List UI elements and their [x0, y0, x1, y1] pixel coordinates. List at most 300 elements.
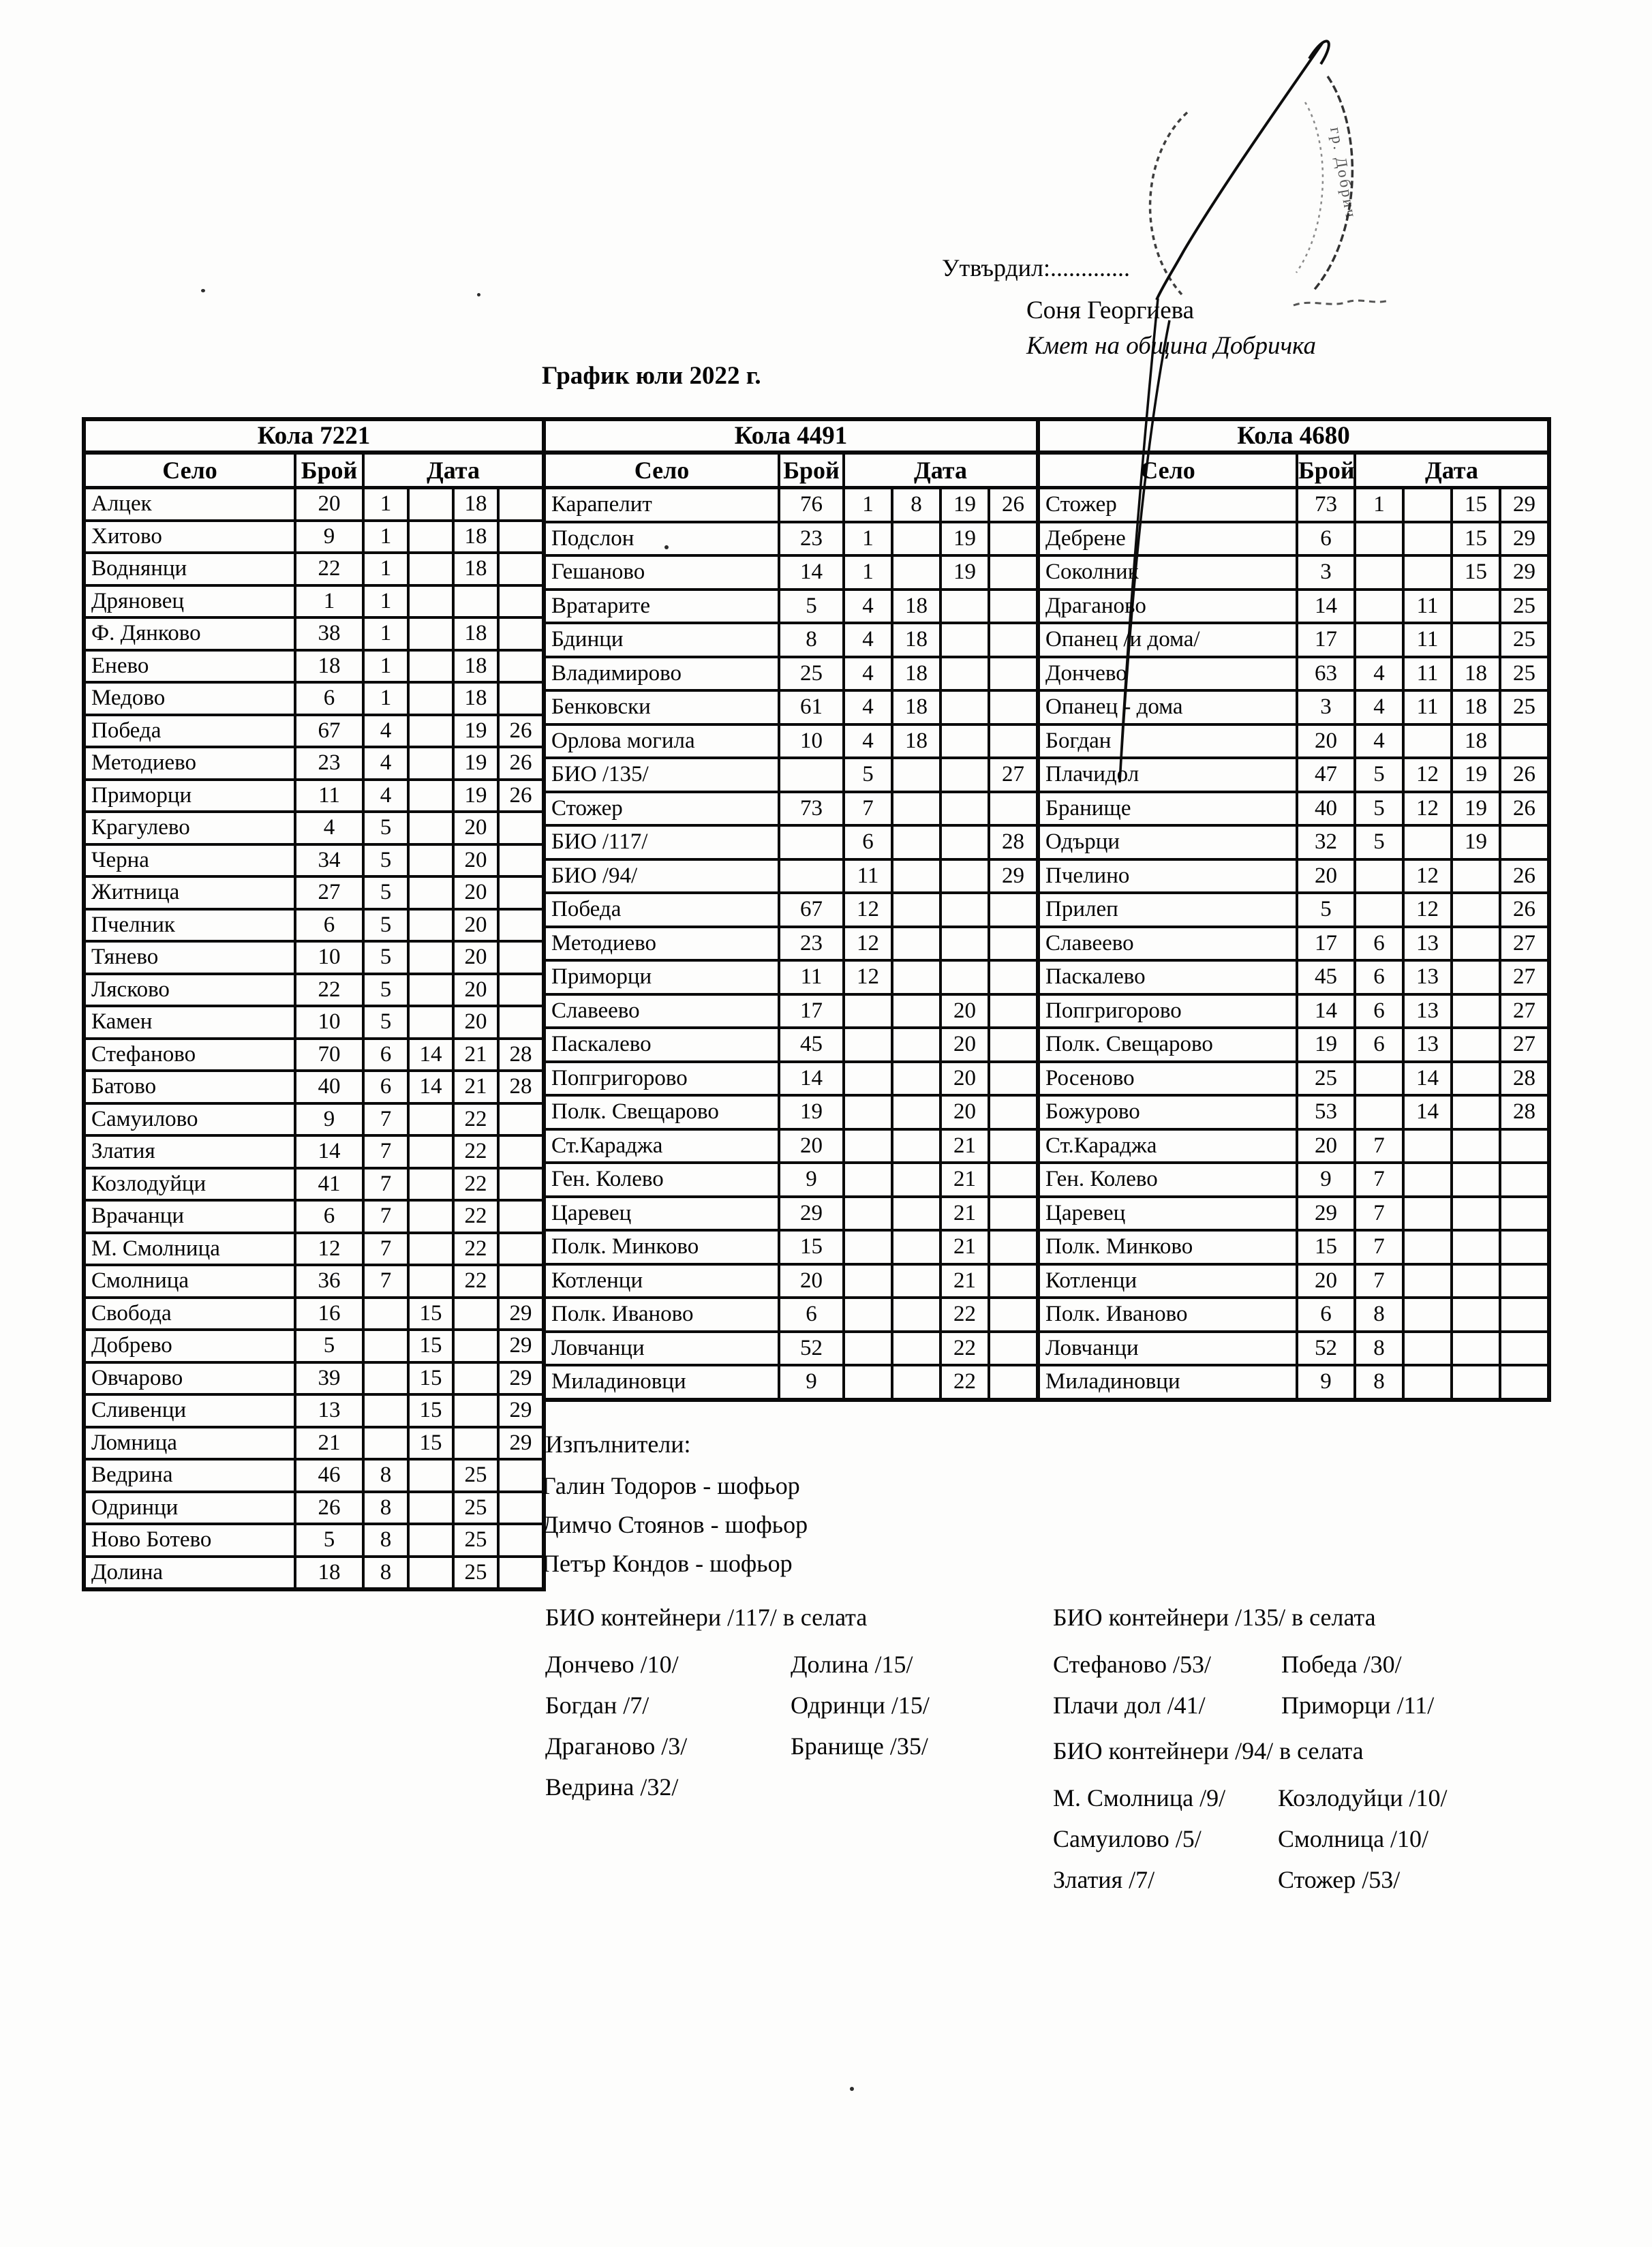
date-cell [940, 758, 989, 792]
count-cell: 36 [295, 1265, 363, 1298]
date-cell [408, 488, 453, 521]
date-cell [1403, 555, 1452, 590]
count-cell: 6 [779, 1298, 844, 1332]
approver-position: Кмет на община Добричка [1026, 332, 1317, 360]
date-cell [408, 682, 453, 715]
date-cell [892, 522, 940, 556]
list-item: Ведрина /32/ [545, 1773, 679, 1801]
table-row [84, 1039, 544, 1071]
date-cell: 7 [363, 1168, 408, 1201]
date-cell [498, 1233, 544, 1266]
date-cell: 25 [1500, 590, 1549, 624]
village-cell: Бранище [1038, 792, 1297, 826]
table-row [1038, 522, 1549, 556]
date-cell [498, 812, 544, 844]
table-row [1038, 488, 1549, 522]
date-cell [989, 522, 1038, 556]
date-cell: 19 [453, 715, 498, 748]
date-cell [892, 1332, 940, 1366]
table-row [544, 555, 1038, 590]
table-row [84, 488, 544, 521]
date-cell: 4 [363, 780, 408, 812]
table-row [1038, 590, 1549, 624]
date-cell [940, 927, 989, 961]
date-cell [989, 724, 1038, 759]
village-cell: Тянево [84, 941, 295, 974]
table-row [1038, 1332, 1549, 1366]
bio-94-title: БИО контейнери /94/ в селата [1053, 1737, 1364, 1764]
date-cell: 12 [1403, 758, 1452, 792]
date-cell: 15 [408, 1330, 453, 1362]
date-cell: 18 [453, 650, 498, 683]
date-cell [1403, 1197, 1452, 1231]
date-cell: 25 [1500, 623, 1549, 657]
date-cell [1452, 927, 1500, 961]
village-cell: Крагулево [84, 812, 295, 844]
village-cell: Лясково [84, 974, 295, 1007]
count-cell [779, 758, 844, 792]
date-cell [408, 1233, 453, 1266]
date-cell: 21 [940, 1264, 989, 1298]
schedule-table-kola-4491 [542, 417, 1040, 1402]
list-item: Димчо Стоянов - шофьор [542, 1511, 808, 1538]
date-cell [1355, 522, 1403, 556]
table-row [84, 553, 544, 585]
date-cell: 5 [1355, 758, 1403, 792]
list-item: Приморци /11/ [1281, 1692, 1435, 1719]
list-item: Плачи дол /41/ [1053, 1692, 1206, 1719]
date-cell: 20 [940, 1062, 989, 1096]
count-cell: 6 [295, 1200, 363, 1233]
date-cell: 19 [1452, 758, 1500, 792]
table-row [544, 1129, 1038, 1163]
village-cell: Врачанци [84, 1200, 295, 1233]
village-cell: Паскалево [544, 1028, 779, 1062]
date-cell [1403, 1264, 1452, 1298]
date-cell [1452, 1062, 1500, 1096]
count-cell: 26 [295, 1492, 363, 1525]
count-cell: 17 [1297, 927, 1355, 961]
date-cell [1500, 1298, 1549, 1332]
date-cell: 21 [940, 1129, 989, 1163]
col-header-village: Село [544, 453, 779, 488]
village-cell: Полк. Иваново [1038, 1298, 1297, 1332]
table-row [84, 941, 544, 974]
date-cell [1500, 1230, 1549, 1264]
table-body [1038, 488, 1549, 1400]
date-cell: 26 [1500, 792, 1549, 826]
count-cell: 6 [1297, 522, 1355, 556]
table-row [84, 1103, 544, 1136]
village-cell: Пчелино [1038, 859, 1297, 893]
table-row [544, 724, 1038, 759]
table-row [544, 792, 1038, 826]
date-cell [408, 1103, 453, 1136]
date-cell: 28 [498, 1071, 544, 1103]
date-cell [892, 1365, 940, 1400]
scan-speck [664, 545, 669, 549]
date-cell: 1 [363, 650, 408, 683]
date-cell [498, 1265, 544, 1298]
count-cell: 9 [295, 1103, 363, 1136]
date-cell [453, 1330, 498, 1362]
date-cell: 11 [1403, 690, 1452, 724]
table-row [84, 1492, 544, 1525]
date-cell [408, 909, 453, 942]
date-cell [940, 792, 989, 826]
col-header-count: Брой [779, 453, 844, 488]
col-header-count: Брой [1297, 453, 1355, 488]
village-cell: Камен [84, 1006, 295, 1039]
date-cell: 20 [453, 1006, 498, 1039]
list-item: Драганово /3/ [545, 1732, 688, 1760]
schedule-table-kola-4680 [1036, 417, 1551, 1402]
count-cell: 10 [295, 1006, 363, 1039]
date-cell [498, 941, 544, 974]
date-cell [989, 792, 1038, 826]
village-cell: Стожер [544, 792, 779, 826]
date-cell: 18 [892, 590, 940, 624]
village-cell: Житница [84, 876, 295, 909]
table-row [1038, 657, 1549, 691]
date-cell [498, 974, 544, 1007]
village-cell: Стефаново [84, 1039, 295, 1071]
count-cell: 27 [295, 876, 363, 909]
count-cell: 14 [295, 1135, 363, 1168]
date-cell [453, 585, 498, 618]
list-item: Смолница /10/ [1278, 1825, 1429, 1852]
village-cell: Хитово [84, 521, 295, 553]
executors-heading: Изпълнители: [545, 1431, 691, 1458]
scan-speck [477, 293, 480, 296]
count-cell: 5 [295, 1524, 363, 1557]
count-cell: 45 [779, 1028, 844, 1062]
village-cell: М. Смолница [84, 1233, 295, 1266]
date-cell: 8 [1355, 1332, 1403, 1366]
date-cell [892, 1264, 940, 1298]
date-cell [1355, 893, 1403, 927]
list-item: Богдан /7/ [545, 1692, 649, 1719]
village-cell: Одърци [1038, 825, 1297, 859]
date-cell: 12 [844, 927, 892, 961]
count-cell: 34 [295, 844, 363, 877]
date-cell [1403, 488, 1452, 522]
count-cell: 10 [295, 941, 363, 974]
date-cell: 4 [1355, 657, 1403, 691]
table-row [1038, 960, 1549, 994]
date-cell [989, 960, 1038, 994]
count-cell: 40 [1297, 792, 1355, 826]
table-row [84, 650, 544, 683]
count-cell: 14 [1297, 590, 1355, 624]
table-row [544, 1197, 1038, 1231]
date-cell: 5 [363, 974, 408, 1007]
village-cell: Полк. Минково [544, 1230, 779, 1264]
village-cell: Добрево [84, 1330, 295, 1362]
count-cell: 1 [295, 585, 363, 618]
table-row [1038, 690, 1549, 724]
date-cell: 18 [1452, 690, 1500, 724]
date-cell: 18 [892, 724, 940, 759]
count-cell: 20 [779, 1129, 844, 1163]
date-cell: 1 [363, 682, 408, 715]
date-cell [1403, 1129, 1452, 1163]
village-cell: Златия [84, 1135, 295, 1168]
date-cell [989, 623, 1038, 657]
count-cell: 9 [779, 1163, 844, 1197]
date-cell [989, 657, 1038, 691]
count-cell: 46 [295, 1459, 363, 1492]
village-cell: Славеево [1038, 927, 1297, 961]
count-cell: 23 [779, 927, 844, 961]
table-row [544, 1332, 1038, 1366]
village-cell: Победа [84, 715, 295, 748]
count-cell: 8 [779, 623, 844, 657]
count-cell: 47 [1297, 758, 1355, 792]
date-cell: 4 [844, 590, 892, 624]
table-row [544, 758, 1038, 792]
date-cell [1355, 623, 1403, 657]
village-cell: Росеново [1038, 1062, 1297, 1096]
date-cell [892, 960, 940, 994]
date-cell: 15 [1452, 488, 1500, 522]
date-cell: 29 [498, 1427, 544, 1460]
date-cell: 28 [1500, 1062, 1549, 1096]
date-cell: 19 [453, 780, 498, 812]
table-row [544, 1095, 1038, 1129]
count-cell: 20 [295, 488, 363, 521]
village-cell: Бенковски [544, 690, 779, 724]
date-cell [844, 1163, 892, 1197]
village-cell: Соколник [1038, 555, 1297, 590]
date-cell: 21 [940, 1230, 989, 1264]
bio-135-block [1053, 1603, 1544, 1726]
date-cell [1452, 1332, 1500, 1366]
col-header-date: Дата [363, 453, 544, 488]
date-cell [1403, 522, 1452, 556]
date-cell [498, 1135, 544, 1168]
village-cell: Одринци [84, 1492, 295, 1525]
village-cell: Славеево [544, 994, 779, 1028]
table-row [1038, 1365, 1549, 1400]
village-cell: Черна [84, 844, 295, 877]
date-cell: 15 [408, 1298, 453, 1330]
village-cell: Ген. Колево [544, 1163, 779, 1197]
approver-name: Соня Георгиева [1026, 296, 1195, 324]
village-cell: Прилеп [1038, 893, 1297, 927]
date-cell: 4 [844, 657, 892, 691]
table-row [544, 590, 1038, 624]
date-cell: 1 [363, 585, 408, 618]
date-cell: 7 [363, 1233, 408, 1266]
bio-117-block [545, 1603, 1036, 1807]
date-cell [989, 590, 1038, 624]
count-cell: 67 [779, 893, 844, 927]
village-cell: Миладиновци [1038, 1365, 1297, 1400]
table-row [84, 812, 544, 844]
table-row [1038, 927, 1549, 961]
table-row [84, 876, 544, 909]
count-cell: 25 [779, 657, 844, 691]
date-cell [1500, 825, 1549, 859]
date-cell [408, 941, 453, 974]
date-cell [989, 1365, 1038, 1400]
village-cell: Дебрене [1038, 522, 1297, 556]
date-cell: 29 [1500, 555, 1549, 590]
date-cell: 5 [1355, 825, 1403, 859]
count-cell: 41 [295, 1168, 363, 1201]
date-cell [844, 1062, 892, 1096]
village-cell: Попгригорово [544, 1062, 779, 1096]
village-cell: Полк. Свещарово [1038, 1028, 1297, 1062]
col-header-date: Дата [1355, 453, 1549, 488]
date-cell [844, 1028, 892, 1062]
table-row [84, 715, 544, 748]
date-cell: 20 [453, 844, 498, 877]
date-cell [940, 590, 989, 624]
village-cell: Ловчанци [1038, 1332, 1297, 1366]
village-cell: Долина [84, 1557, 295, 1590]
date-cell [1500, 1163, 1549, 1197]
date-cell: 8 [363, 1459, 408, 1492]
date-cell [498, 844, 544, 877]
date-cell: 25 [1500, 657, 1549, 691]
village-cell: Методиево [84, 747, 295, 780]
count-cell: 6 [295, 682, 363, 715]
count-cell: 32 [1297, 825, 1355, 859]
table-row [544, 1163, 1038, 1197]
date-cell: 5 [363, 909, 408, 942]
list-item: М. Смолница /9/ [1053, 1784, 1226, 1812]
count-cell: 29 [779, 1197, 844, 1231]
executors-list [542, 1467, 808, 1583]
table-row [1038, 994, 1549, 1028]
table-row [84, 780, 544, 812]
count-cell: 6 [1297, 1298, 1355, 1332]
count-cell: 11 [779, 960, 844, 994]
date-cell [408, 1006, 453, 1039]
table-row [1038, 724, 1549, 759]
date-cell: 20 [453, 909, 498, 942]
signature-stroke [1157, 42, 1323, 300]
date-cell [498, 521, 544, 553]
date-cell [892, 758, 940, 792]
table-row [544, 825, 1038, 859]
date-cell: 5 [363, 1006, 408, 1039]
date-cell [844, 1230, 892, 1264]
date-cell [363, 1330, 408, 1362]
table-row [544, 488, 1038, 522]
table-row [1038, 1264, 1549, 1298]
date-cell: 28 [989, 825, 1038, 859]
date-cell [989, 1095, 1038, 1129]
count-cell: 11 [295, 780, 363, 812]
date-cell [892, 1163, 940, 1197]
date-cell [1452, 1163, 1500, 1197]
date-cell [498, 488, 544, 521]
date-cell [844, 1197, 892, 1231]
village-cell: Свобода [84, 1298, 295, 1330]
date-cell: 22 [940, 1298, 989, 1332]
list-item: Стефаново /53/ [1053, 1651, 1212, 1678]
date-cell [892, 1298, 940, 1332]
list-item: Петър Кондов - шофьор [542, 1550, 793, 1577]
date-cell [989, 1230, 1038, 1264]
count-cell: 19 [1297, 1028, 1355, 1062]
date-cell [892, 893, 940, 927]
date-cell [844, 1332, 892, 1366]
date-cell [1452, 590, 1500, 624]
count-cell: 73 [1297, 488, 1355, 522]
village-cell: Ловчанци [544, 1332, 779, 1366]
date-cell: 19 [1452, 792, 1500, 826]
date-cell: 22 [453, 1103, 498, 1136]
date-cell: 12 [1403, 859, 1452, 893]
date-cell [408, 1200, 453, 1233]
date-cell [363, 1362, 408, 1395]
date-cell: 25 [453, 1459, 498, 1492]
village-cell: Полк. Свещарово [544, 1095, 779, 1129]
date-cell: 1 [363, 488, 408, 521]
date-cell [1355, 1062, 1403, 1096]
count-cell: 9 [1297, 1365, 1355, 1400]
count-cell: 6 [295, 909, 363, 942]
count-cell: 76 [779, 488, 844, 522]
date-cell: 20 [940, 994, 989, 1028]
count-cell: 25 [1297, 1062, 1355, 1096]
table-row [544, 859, 1038, 893]
date-cell: 26 [1500, 859, 1549, 893]
date-cell: 7 [1355, 1197, 1403, 1231]
date-cell: 25 [453, 1492, 498, 1525]
village-cell: Сливенци [84, 1394, 295, 1427]
date-cell [989, 1163, 1038, 1197]
village-cell: Овчарово [84, 1362, 295, 1395]
date-cell: 29 [498, 1330, 544, 1362]
date-cell: 26 [989, 488, 1038, 522]
date-cell: 5 [844, 758, 892, 792]
date-cell: 18 [892, 690, 940, 724]
count-cell: 20 [1297, 859, 1355, 893]
table-row [84, 1427, 544, 1460]
count-cell: 18 [295, 1557, 363, 1590]
count-cell: 63 [1297, 657, 1355, 691]
count-cell: 73 [779, 792, 844, 826]
stamp-left-arc-icon [1150, 112, 1187, 294]
table-row [1038, 1298, 1549, 1332]
count-cell: 70 [295, 1039, 363, 1071]
table-row [1038, 1095, 1549, 1129]
count-cell: 15 [1297, 1230, 1355, 1264]
date-cell: 22 [453, 1168, 498, 1201]
date-cell [892, 555, 940, 590]
count-cell: 14 [779, 1062, 844, 1096]
table-row [84, 1330, 544, 1362]
list-item: Победа /30/ [1281, 1651, 1402, 1678]
date-cell [892, 1028, 940, 1062]
table-row [544, 1365, 1038, 1400]
date-cell [989, 690, 1038, 724]
date-cell [940, 859, 989, 893]
count-cell: 4 [295, 812, 363, 844]
bio-94-col2 [1278, 1777, 1447, 1900]
date-cell: 26 [1500, 893, 1549, 927]
village-cell: Царевец [544, 1197, 779, 1231]
list-item: Бранище /35/ [791, 1732, 928, 1760]
village-cell: Опанец - дома [1038, 690, 1297, 724]
date-cell: 27 [1500, 994, 1549, 1028]
date-cell: 8 [363, 1557, 408, 1590]
